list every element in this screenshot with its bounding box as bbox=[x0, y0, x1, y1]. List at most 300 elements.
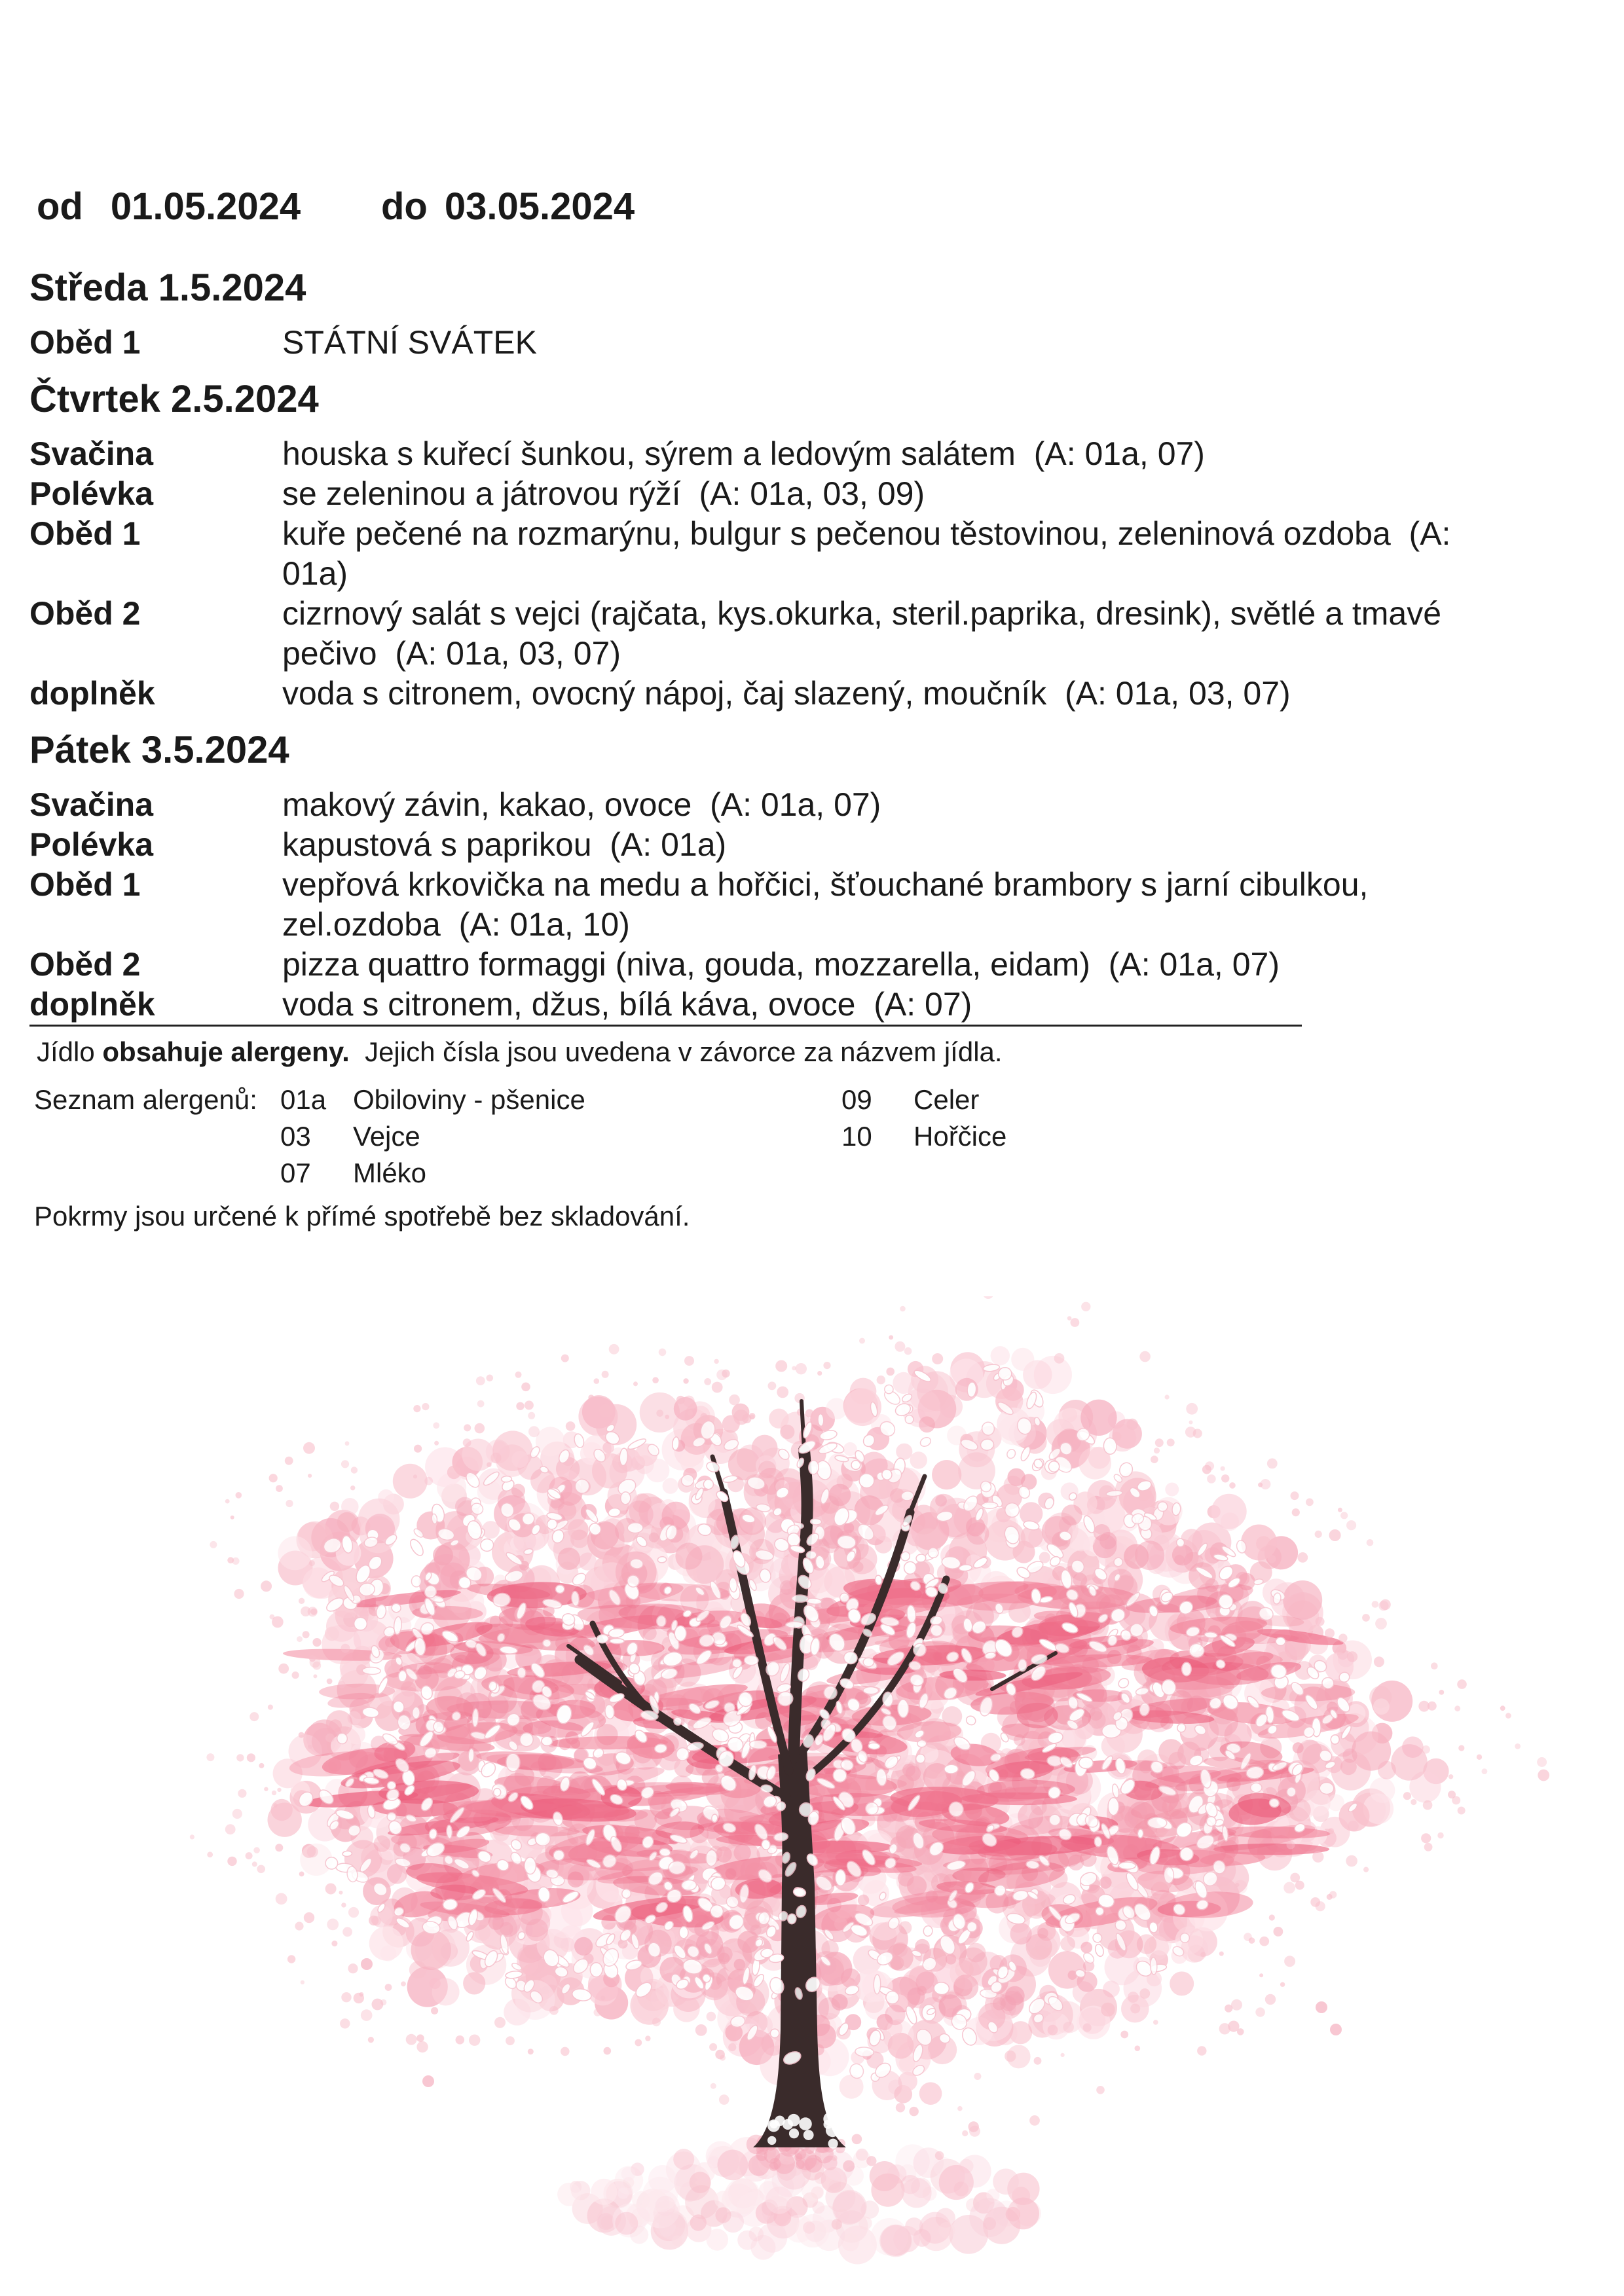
blossom-blob bbox=[940, 1395, 963, 1418]
blossom-speckle bbox=[1243, 1896, 1249, 1902]
blossom-speckle bbox=[1126, 1419, 1137, 1430]
ground-petal bbox=[993, 2168, 1019, 2195]
meal-label: Oběd 1 bbox=[29, 515, 141, 552]
petal bbox=[1079, 1757, 1093, 1769]
blossom-speckle bbox=[683, 1378, 688, 1383]
ground-petal bbox=[871, 2174, 904, 2207]
allergen-list bbox=[34, 1082, 1110, 1192]
blossom-speckle bbox=[360, 1992, 364, 1997]
day-wednesday bbox=[29, 265, 1496, 363]
blossom-speckle bbox=[301, 1980, 304, 1984]
blossom-speckle bbox=[652, 2018, 661, 2026]
blossom-speckle bbox=[983, 1296, 993, 1299]
day-title: Čtvrtek 2.5.2024 bbox=[29, 378, 319, 420]
petal bbox=[883, 1692, 893, 1707]
blossom-speckle bbox=[1403, 1792, 1411, 1800]
blossom-speckle bbox=[276, 1485, 283, 1492]
petal bbox=[884, 1385, 893, 1394]
blossom-speckle bbox=[285, 1457, 293, 1465]
meal-description: makový závin, kakao, ovoce (A: 01a, 07) bbox=[282, 786, 881, 823]
meal-description: cizrnový salát s vejci (rajčata, kys.okurka, steril.paprika, dresink), světlé a tmavé pečivo (A: 01a, 03, 07) bbox=[282, 595, 1450, 672]
blossom-speckle bbox=[1292, 1508, 1300, 1516]
ground-petal bbox=[673, 2149, 694, 2170]
blossom-speckle bbox=[292, 1671, 299, 1679]
blossom-speckle bbox=[249, 1712, 259, 1721]
blossom-speckle bbox=[1063, 2022, 1074, 2033]
blossom-speckle bbox=[777, 1387, 788, 1398]
blossom-speckle bbox=[341, 1460, 349, 1468]
petal bbox=[517, 1667, 526, 1678]
blossom-speckle bbox=[974, 2073, 981, 2080]
ground-petal bbox=[811, 2187, 823, 2199]
blossom-speckle bbox=[775, 1360, 787, 1372]
allergen-name: Obiloviny - pšenice bbox=[353, 1084, 585, 1115]
allergen-code: 09 bbox=[841, 1084, 872, 1115]
petal bbox=[501, 1476, 511, 1482]
petal bbox=[898, 1700, 909, 1718]
petal bbox=[789, 2128, 799, 2138]
petal bbox=[944, 1764, 959, 1774]
blossom-speckle bbox=[656, 1410, 663, 1417]
meal-label: Oběd 2 bbox=[29, 595, 141, 632]
blossom-speckle bbox=[1477, 1755, 1482, 1760]
blossom-speckle bbox=[1431, 1662, 1438, 1669]
blossom-speckle bbox=[1151, 1455, 1158, 1463]
blossom-speckle bbox=[312, 1662, 321, 1670]
petal bbox=[808, 1460, 819, 1474]
blossom-speckle bbox=[401, 1981, 406, 1986]
cherry-blossom-tree-illustration bbox=[0, 1296, 1624, 2278]
blossom-speckle bbox=[1448, 1791, 1456, 1798]
blossom-speckle bbox=[768, 1381, 777, 1390]
blossom-speckle bbox=[594, 1378, 600, 1384]
blossom-speckle bbox=[1327, 1894, 1333, 1900]
blossom-speckle bbox=[286, 1500, 293, 1507]
petal bbox=[826, 2123, 840, 2137]
blossom-speckle bbox=[1538, 1770, 1549, 1781]
to-label: do bbox=[381, 185, 428, 228]
blossom-speckle bbox=[361, 2009, 373, 2021]
petal bbox=[398, 1670, 407, 1682]
petal bbox=[1250, 1783, 1262, 1793]
blossom-speckle bbox=[210, 1541, 217, 1548]
blossom-speckle bbox=[309, 1655, 316, 1662]
blossom-speckle bbox=[1207, 1474, 1216, 1484]
blossom-speckle bbox=[259, 1763, 264, 1768]
blossom-speckle bbox=[1291, 1491, 1299, 1500]
blossom-blob bbox=[337, 1512, 357, 1532]
blossom-speckle bbox=[561, 1355, 569, 1362]
blossom-blob bbox=[369, 1927, 403, 1961]
blossom-speckle bbox=[327, 1919, 339, 1931]
blossom-speckle bbox=[1283, 1882, 1295, 1894]
blossom-blob bbox=[991, 1346, 1010, 1365]
blossom-speckle bbox=[832, 2155, 838, 2161]
blossom-blob bbox=[717, 1946, 733, 1962]
blossom-blob bbox=[447, 1465, 461, 1479]
blossom-speckle bbox=[1244, 1933, 1252, 1941]
blossom-speckle bbox=[594, 2009, 602, 2016]
ground-petal bbox=[833, 2190, 867, 2224]
petal bbox=[1118, 1862, 1135, 1869]
petal bbox=[412, 1707, 420, 1719]
petal bbox=[342, 1851, 352, 1857]
ground-petal bbox=[902, 2178, 932, 2208]
blossom-speckle bbox=[602, 1371, 609, 1378]
blossom-speckle bbox=[549, 2006, 559, 2015]
blossom-speckle bbox=[604, 2047, 612, 2055]
blossom-speckle bbox=[368, 2037, 374, 2043]
blossom-speckle bbox=[312, 1638, 321, 1647]
blossom-speckle bbox=[238, 1789, 246, 1798]
blossom-speckle bbox=[268, 1705, 273, 1710]
blossom-blob bbox=[821, 1941, 838, 1958]
blossom-speckle bbox=[600, 1996, 605, 2001]
blossom-speckle bbox=[962, 2130, 968, 2136]
from-date: 01.05.2024 bbox=[110, 185, 301, 228]
blossom-speckle bbox=[234, 1589, 244, 1599]
petal bbox=[1114, 1558, 1123, 1567]
blossom-speckle bbox=[1537, 1757, 1547, 1767]
blossom-speckle bbox=[896, 2103, 905, 2112]
petal bbox=[923, 1925, 932, 1937]
petal bbox=[770, 2028, 780, 2038]
blossom-speckle bbox=[431, 2007, 438, 2014]
blossom-speckle bbox=[1269, 1914, 1275, 1920]
ground-petal bbox=[715, 2207, 731, 2223]
date-range bbox=[37, 184, 953, 230]
blossom-speckle bbox=[796, 1363, 807, 1374]
allergen-name: Mléko bbox=[353, 1157, 427, 1188]
blossom-speckle bbox=[1348, 1821, 1358, 1831]
blossom-blob bbox=[1137, 1934, 1156, 1954]
blossom-speckle bbox=[525, 1400, 534, 1410]
blossom-speckle bbox=[1155, 1438, 1164, 1447]
meal-label: Polévka bbox=[29, 475, 154, 512]
petal bbox=[657, 1556, 667, 1563]
petal bbox=[828, 2139, 838, 2149]
meal-description: se zeleninou a játrovou rýží (A: 01a, 03, 09) bbox=[282, 475, 925, 512]
blossom-speckle bbox=[1375, 1618, 1387, 1630]
blossom-speckle bbox=[528, 2049, 534, 2054]
ground-petal bbox=[843, 2160, 855, 2172]
blossom-speckle bbox=[1067, 1316, 1072, 1321]
blossom-speckle bbox=[1367, 1539, 1374, 1546]
blossom-speckle bbox=[1154, 1448, 1160, 1453]
blossom-blob bbox=[734, 1959, 746, 1971]
blossom-speckle bbox=[1346, 1855, 1357, 1867]
ground-petal bbox=[707, 2229, 728, 2250]
petal bbox=[705, 1850, 717, 1867]
meal-row bbox=[29, 323, 1496, 363]
blossom-speckle bbox=[341, 1992, 351, 2002]
blossom-speckle bbox=[304, 1912, 314, 1923]
blossom-speckle bbox=[299, 1732, 304, 1738]
blossom-speckle bbox=[257, 1865, 265, 1874]
blossom-speckle bbox=[308, 1745, 312, 1749]
allergen-note-suffix: Jejich čísla jsou uvedena v závorce za názvem jídla. bbox=[349, 1036, 1003, 1067]
blossom-speckle bbox=[253, 1847, 260, 1853]
blossom-blob bbox=[1124, 1544, 1149, 1569]
blossom-speckle bbox=[350, 1485, 355, 1490]
blossom-speckle bbox=[299, 1598, 304, 1604]
blossom-speckle bbox=[494, 2017, 506, 2028]
blossom-speckle bbox=[380, 1999, 386, 2005]
ground-petal bbox=[796, 2214, 830, 2248]
blossom-speckle bbox=[969, 2126, 980, 2137]
allergen-list-label: Seznam alergenů: bbox=[34, 1084, 257, 1115]
petal bbox=[627, 1523, 643, 1533]
blossom-speckle bbox=[1458, 1807, 1466, 1815]
blossom-blob bbox=[898, 1921, 912, 1934]
meal-row bbox=[29, 514, 1496, 594]
blossom-speckle bbox=[515, 1372, 522, 1378]
blossom-blob bbox=[1165, 1483, 1179, 1497]
allergen-note bbox=[37, 1036, 1003, 1068]
petal bbox=[1182, 1662, 1192, 1676]
petal bbox=[506, 1753, 520, 1772]
blossom-speckle bbox=[1280, 1982, 1285, 1987]
blossom-blob bbox=[1089, 1707, 1102, 1721]
blossom-speckle bbox=[1505, 1713, 1511, 1719]
blossom-speckle bbox=[823, 1362, 830, 1369]
ground-petal bbox=[714, 2191, 732, 2208]
blossom-blob bbox=[1099, 1532, 1116, 1549]
petal bbox=[535, 1832, 551, 1846]
blossom-blob bbox=[1402, 1736, 1424, 1758]
blossom-speckle bbox=[1362, 1614, 1370, 1622]
blossom-speckle bbox=[1265, 1994, 1276, 2005]
allergen-note-prefix: Jídlo bbox=[37, 1036, 103, 1067]
petal bbox=[1276, 1637, 1285, 1646]
blossom-speckle bbox=[416, 2034, 424, 2042]
blossom-speckle bbox=[506, 2036, 515, 2045]
blossom-speckle bbox=[1197, 2046, 1206, 2055]
allergen-code: 03 bbox=[280, 1121, 311, 1152]
blossom-speckle bbox=[817, 1371, 822, 1376]
petal bbox=[1150, 1958, 1157, 1975]
blossom-speckle bbox=[715, 2050, 725, 2060]
meal-label: doplněk bbox=[29, 675, 155, 712]
blossom-blob bbox=[1283, 1580, 1322, 1620]
blossom-speckle bbox=[406, 2034, 417, 2045]
allergen-code: 07 bbox=[280, 1157, 311, 1188]
blossom-blob bbox=[1062, 1408, 1077, 1423]
blossom-speckle bbox=[232, 1809, 242, 1819]
blossom-speckle bbox=[722, 1370, 729, 1377]
blossom-speckle bbox=[886, 1368, 895, 1376]
blossom-speckle bbox=[487, 1462, 492, 1467]
petal bbox=[679, 1926, 688, 1939]
blossom-speckle bbox=[1235, 1883, 1239, 1887]
blossom-speckle bbox=[227, 1557, 234, 1563]
allergen-code: 01a bbox=[280, 1084, 327, 1115]
blossom-speckle bbox=[275, 1844, 283, 1851]
blossom-speckle bbox=[866, 2156, 876, 2166]
blossom-speckle bbox=[1189, 1421, 1193, 1425]
storage-note: Pokrmy jsou určené k přímé spotřebě bez skladování. bbox=[34, 1201, 690, 1231]
blossom-speckle bbox=[645, 2035, 650, 2041]
petal bbox=[542, 1736, 553, 1745]
blossom-speckle bbox=[710, 2083, 716, 2089]
blossom-speckle bbox=[1418, 1701, 1430, 1712]
blossom-blob bbox=[1158, 1739, 1184, 1764]
blossom-speckle bbox=[1372, 1601, 1379, 1608]
blossom-speckle bbox=[207, 1851, 213, 1857]
blossom-speckle bbox=[877, 1376, 885, 1384]
blossom-blob bbox=[432, 1929, 470, 1967]
blossom-blob bbox=[278, 1536, 312, 1570]
blossom-speckle bbox=[313, 1674, 317, 1678]
blossom-blob bbox=[1080, 1942, 1092, 1954]
blossom-speckle bbox=[719, 2094, 729, 2105]
blossom-speckle bbox=[1310, 1897, 1320, 1907]
blossom-speckle bbox=[910, 2107, 919, 2116]
blossom-speckle bbox=[330, 1502, 339, 1511]
blossom-speckle bbox=[1034, 2057, 1042, 2065]
blossom-blob bbox=[733, 1844, 750, 1861]
blossom-speckle bbox=[295, 1922, 303, 1930]
falling-petal bbox=[422, 2075, 434, 2087]
petal bbox=[1147, 1817, 1167, 1829]
allergen-name: Celer bbox=[913, 1084, 980, 1115]
blossom-speckle bbox=[225, 1499, 230, 1504]
petal bbox=[749, 1740, 767, 1749]
blossom-blob bbox=[433, 1545, 453, 1565]
blossom-blob bbox=[832, 1994, 848, 2011]
petal bbox=[1331, 1734, 1340, 1744]
blossom-speckle bbox=[635, 2039, 642, 2047]
meal-row bbox=[29, 434, 1496, 474]
blossom-speckle bbox=[1312, 1851, 1323, 1863]
blossom-speckle bbox=[1515, 1743, 1521, 1749]
blossom-speckle bbox=[1437, 1832, 1443, 1838]
blossom-speckle bbox=[528, 1412, 535, 1419]
blossom-speckle bbox=[225, 1824, 236, 1834]
blossom-speckle bbox=[1439, 1690, 1444, 1695]
blossom-blob bbox=[932, 1460, 961, 1489]
blossom-speckle bbox=[236, 1754, 244, 1761]
blossom-blob bbox=[919, 2082, 942, 2105]
day-friday bbox=[29, 727, 1496, 1025]
blossom-speckle bbox=[277, 1788, 281, 1792]
petal bbox=[1018, 1659, 1027, 1671]
blossom-speckle bbox=[707, 2012, 716, 2022]
ground-petal bbox=[1006, 2207, 1020, 2221]
blossom-speckle bbox=[206, 1753, 214, 1761]
ground-petal bbox=[615, 2212, 638, 2235]
blossom-speckle bbox=[1306, 1499, 1314, 1506]
to-date: 03.05.2024 bbox=[444, 185, 635, 228]
blossom-speckle bbox=[895, 1341, 905, 1352]
blossom-speckle bbox=[1219, 1952, 1224, 1956]
blossom-speckle bbox=[1449, 1774, 1453, 1779]
blossom-speckle bbox=[1297, 1552, 1308, 1563]
petal bbox=[787, 1914, 796, 1925]
blossom-speckle bbox=[1458, 1745, 1464, 1751]
blossom-speckle bbox=[287, 1955, 295, 1963]
ground-petal bbox=[969, 2198, 1008, 2237]
blossom-blob bbox=[558, 1548, 580, 1570]
blossom-speckle bbox=[1061, 2053, 1065, 2057]
blossom-speckle bbox=[475, 1423, 485, 1434]
meal-description: houska s kuřecí šunkou, sýrem a ledovým salátem (A: 01a, 07) bbox=[282, 435, 1205, 472]
petal bbox=[387, 1813, 396, 1821]
blossom-speckle bbox=[1120, 2031, 1128, 2039]
blossom-speckle bbox=[469, 2035, 480, 2046]
blossom-blob bbox=[463, 1972, 485, 1994]
blossom-blob bbox=[1000, 1991, 1025, 2016]
ground-petals bbox=[557, 2134, 1041, 2265]
blossom-speckle bbox=[308, 1474, 312, 1478]
blossom-speckle bbox=[859, 1338, 865, 1344]
blossom-speckle bbox=[852, 2134, 862, 2145]
blossom-blob bbox=[268, 1803, 302, 1837]
separator-rule bbox=[29, 1025, 1302, 1027]
petal bbox=[904, 1561, 916, 1575]
blossom-speckle bbox=[1054, 1353, 1065, 1364]
blossom-speckle bbox=[889, 1335, 893, 1339]
blossom-blob bbox=[675, 1542, 702, 1569]
blossom-speckle bbox=[272, 1616, 284, 1628]
blossom-speckle bbox=[1482, 1768, 1488, 1774]
blossom-speckle bbox=[339, 1891, 343, 1895]
allergen-name: Vejce bbox=[353, 1121, 420, 1152]
blossom-speckle bbox=[1193, 1429, 1202, 1438]
ground-petal bbox=[642, 2177, 678, 2212]
day-title: Středa 1.5.2024 bbox=[29, 266, 306, 309]
blossom-speckle bbox=[490, 1453, 501, 1463]
blossom-speckle bbox=[1255, 2007, 1265, 2017]
blossom-speckle bbox=[1005, 2050, 1016, 2062]
blossom-speckle bbox=[345, 1441, 350, 1446]
allergen-name: Hořčice bbox=[913, 1121, 1007, 1152]
petal bbox=[1103, 1438, 1117, 1455]
petal bbox=[823, 2112, 837, 2126]
blossom-speckle bbox=[278, 1664, 289, 1674]
blossom-speckle bbox=[1274, 1927, 1283, 1937]
meal-row bbox=[29, 785, 1496, 825]
blossom-speckle bbox=[340, 2018, 350, 2028]
blossom-speckle bbox=[433, 1422, 439, 1429]
blossom-speckle bbox=[273, 1803, 277, 1807]
petal bbox=[1094, 1836, 1102, 1847]
ground-petal bbox=[690, 2214, 707, 2231]
blossom-speckle bbox=[1457, 1679, 1467, 1689]
blossom-blob bbox=[840, 2075, 864, 2099]
blossom-blob bbox=[1099, 1876, 1112, 1889]
blossom-blob bbox=[1101, 2003, 1115, 2016]
blossom-speckle bbox=[1029, 2115, 1040, 2126]
blossom-speckle bbox=[434, 1441, 439, 1446]
blossom-speckle bbox=[307, 1846, 318, 1857]
blossom-speckle bbox=[1422, 1745, 1430, 1754]
meal-label: Svačina bbox=[29, 786, 154, 823]
petal bbox=[711, 1814, 718, 1823]
blossom-speckle bbox=[261, 1580, 272, 1592]
blossom-speckle bbox=[1258, 1482, 1263, 1487]
petal bbox=[810, 1518, 821, 1525]
meal-description: pizza quattro formaggi (niva, gouda, mozzarella, eidam) (A: 01a, 07) bbox=[282, 946, 1280, 983]
ground-petal bbox=[959, 2155, 991, 2187]
blossom-speckle bbox=[1139, 1351, 1151, 1362]
meal-row bbox=[29, 825, 1496, 865]
blossom-blob bbox=[649, 1533, 659, 1542]
blossom-blob bbox=[946, 1954, 956, 1964]
blossom-speckle bbox=[1130, 2004, 1140, 2014]
blossom-speckle bbox=[566, 1421, 576, 1431]
ground-petal bbox=[621, 2167, 636, 2181]
